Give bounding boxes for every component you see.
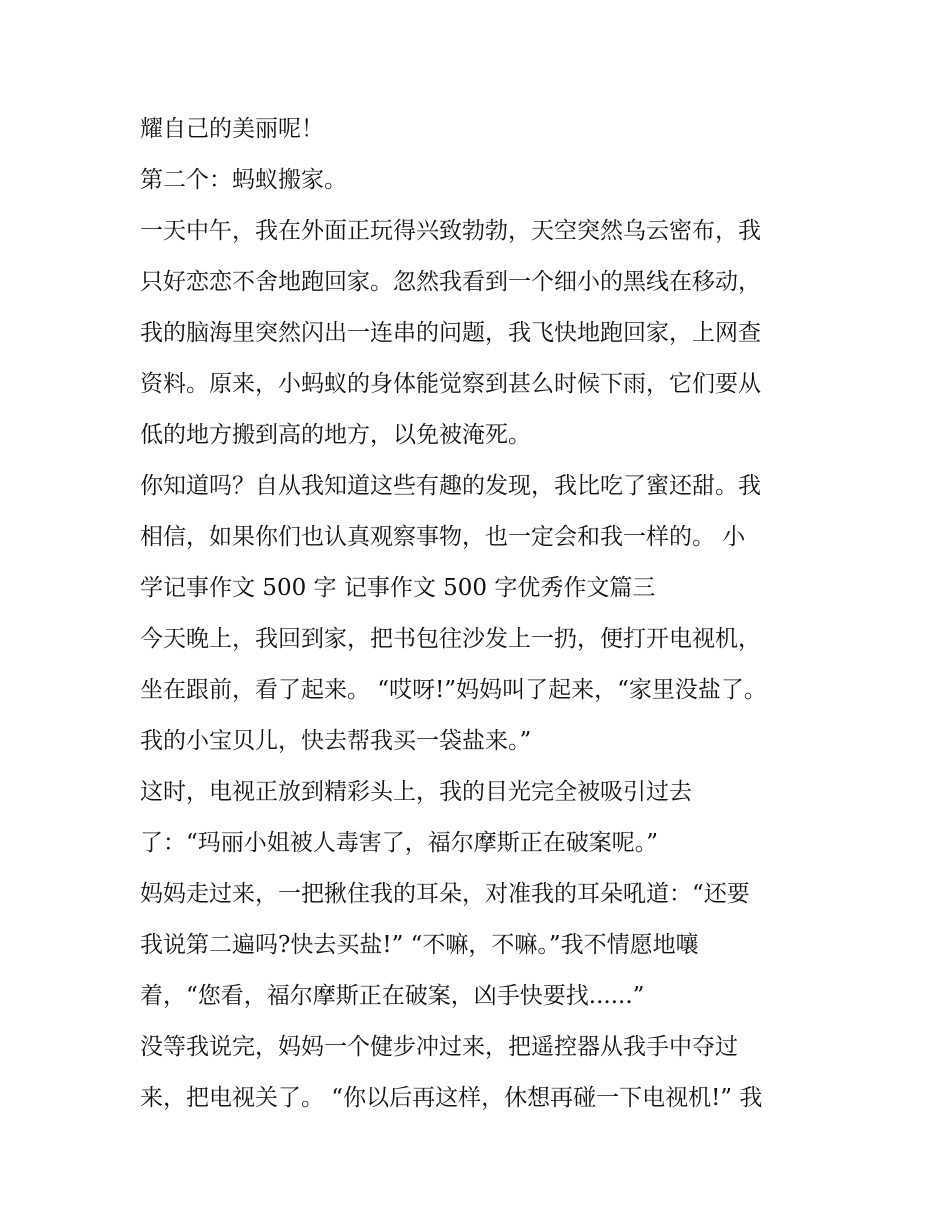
text-line: 相信，如果你们也认真观察事物，也一定会和我一样的。 小 bbox=[140, 524, 746, 550]
text-line: 妈妈走过来，一把揪住我的耳朵，对准我的耳朵吼道：“还要 bbox=[140, 881, 750, 907]
text-line: 第二个：蚂蚁搬家。 bbox=[140, 167, 347, 193]
text-line: 了：“玛丽小姐被人毒害了，福尔摩斯正在破案呢。” bbox=[140, 830, 659, 856]
text-line: 我说第二遍吗?快去买盐!” “不嘛，不嘛。”我不情愿地嚷 bbox=[140, 932, 699, 958]
text-line: 资料。原来，小蚂蚁的身体能觉察到甚么时候下雨，它们要从 bbox=[140, 371, 761, 397]
document-body bbox=[140, 104, 820, 1124]
text-line: 低的地方搬到高的地方，以免被淹死。 bbox=[140, 422, 531, 448]
text-line: 来，把电视关了。 “你以后再这样，休想再碰一下电视机!” 我 bbox=[140, 1085, 763, 1111]
text-line: 一天中午，我在外面正玩得兴致勃勃，天空突然乌云密布，我 bbox=[140, 218, 761, 244]
text-line: 坐在跟前，看了起来。 “哎呀!”妈妈叫了起来，“家里没盐了。 bbox=[140, 677, 767, 703]
text-line: 这时，电视正放到精彩头上，我的目光完全被吸引过去 bbox=[140, 779, 692, 805]
text-line: 你知道吗？自从我知道这些有趣的发现，我比吃了蜜还甜。我 bbox=[140, 473, 761, 499]
text-line: 我的脑海里突然闪出一连串的问题，我飞快地跑回家，上网查 bbox=[140, 320, 761, 346]
text-line: 着，“您看，福尔摩斯正在破案，凶手快要找......” bbox=[140, 983, 645, 1009]
text-line: 今天晚上，我回到家，把书包往沙发上一扔，便打开电视机， bbox=[140, 626, 761, 652]
text-line: 只好恋恋不舍地跑回家。忽然我看到一个细小的黑线在移动， bbox=[140, 269, 761, 295]
text-line: 没等我说完，妈妈一个健步冲过来，把遥控器从我手中夺过 bbox=[140, 1034, 738, 1060]
text-line: 耀自己的美丽呢！ bbox=[140, 116, 324, 142]
section-heading-line: 学记事作文 500 字 记事作文 500 字优秀作文篇三 bbox=[140, 575, 656, 601]
text-line: 我的小宝贝儿，快去帮我买一袋盐来。” bbox=[140, 728, 532, 754]
